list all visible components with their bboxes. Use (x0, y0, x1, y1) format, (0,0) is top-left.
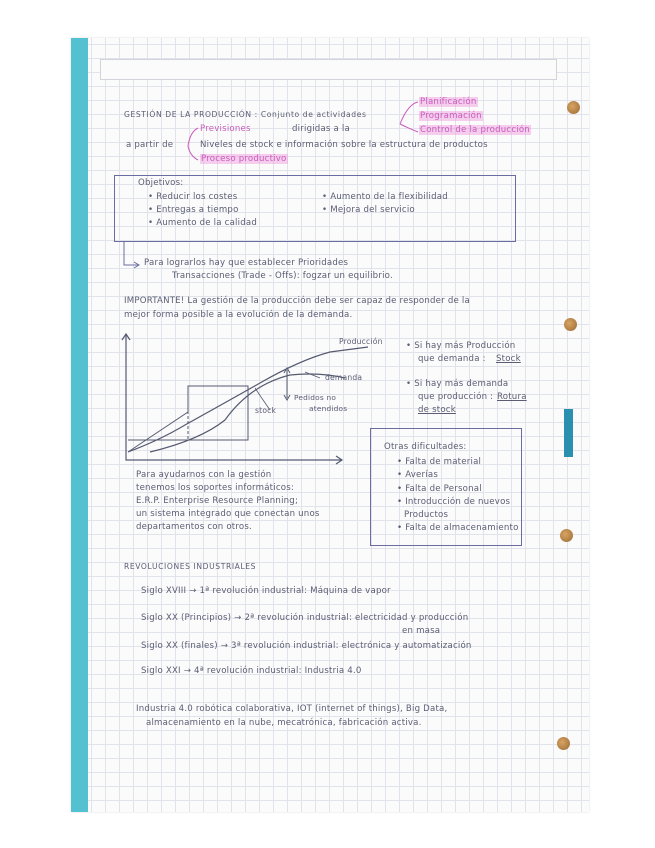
priorities-line2: Transacciones (Trade - Offs): fogzar un equilibrio. (172, 271, 393, 281)
gestion-line: tenemos los soportes informáticos: (136, 483, 294, 493)
graph-label-stock: stock (255, 406, 277, 415)
title-gestion: GESTIÓN DE LA PRODUCCIÓN : Conjunto de actividades (124, 110, 367, 119)
note1-line: que demanda : (418, 354, 486, 364)
note2-line: Rotura (497, 392, 527, 402)
note2-line: • Si hay más demanda (406, 379, 509, 389)
importante-line2: mejor forma posible a la evolución de la demanda. (124, 310, 353, 320)
revolucion-line: Siglo XX (Principios) → 2ª revolución industrial: electricidad y producción (141, 613, 469, 623)
objetivo-item: • Entregas a tiempo (148, 205, 239, 215)
graph-label-pedidos: Pedidos no (294, 393, 337, 402)
a-partir-de: a partir de (126, 140, 174, 150)
note2-line: de stock (418, 405, 456, 415)
revoluciones-title: REVOLUCIONES INDUSTRIALES (124, 562, 257, 571)
otras-item: • Averías (397, 470, 439, 480)
objetivo-item: • Reducir los costes (148, 192, 238, 202)
objetivo-item: • Mejora del servicio (322, 205, 415, 215)
revolucion-line: Siglo XX (finales) → 3ª revolución industrial: electrónica y automatización (141, 641, 472, 651)
industria-line1: Industria 4.0 robótica colaborativa, IOT (internet of things), Big Data, (136, 704, 448, 714)
gestion-line: E.R.P. Enterprise Resource Planning; (136, 496, 299, 506)
branch-control: Control de la producción (420, 125, 530, 135)
niveles-stock: Niveles de stock e información sobre la estructura de productos (200, 140, 488, 150)
note2-line: que producción : (418, 392, 494, 402)
branch-planificacion: Planificación (420, 97, 477, 107)
otras-title: Otras dificultades: (384, 442, 467, 452)
revolucion-line: en masa (402, 626, 441, 636)
importante-line1: IMPORTANTE! La gestión de la producción debe ser capaz de responder de la (124, 296, 470, 306)
priorities-line1: Para lograrlos hay que establecer Prioridades (144, 258, 349, 268)
otras-item: Productos (404, 510, 449, 520)
objetivos-title: Objetivos: (138, 178, 184, 188)
graph-label-demanda: demanda (325, 373, 363, 382)
note1-line: Stock (496, 354, 521, 364)
note1-line: • Si hay más Producción (406, 341, 516, 351)
industria-line2: almacenamiento en la nube, mecatrónica, fabricación activa. (146, 718, 422, 728)
branch-programacion: Programación (420, 111, 482, 121)
title-line2: dirigidas a la (292, 124, 350, 134)
otras-item: • Introducción de nuevos (397, 497, 511, 507)
previsiones: Previsiones (200, 124, 251, 134)
otras-item: • Falta de almacenamiento (397, 523, 519, 533)
proceso-productivo: Proceso productivo (201, 154, 287, 164)
gestion-line: departamentos con otros. (136, 522, 252, 532)
otras-item: • Falta de material (397, 457, 482, 467)
objetivo-item: • Aumento de la flexibilidad (322, 192, 448, 202)
revolucion-line: Siglo XVIII → 1ª revolución industrial: Máquina de vapor (141, 586, 391, 596)
graph-label-produccion: Producción (339, 337, 383, 346)
graph-label-pedidos: atendidos (309, 404, 348, 413)
gestion-line: Para ayudarnos con la gestión (136, 470, 272, 480)
objetivo-item: • Aumento de la calidad (148, 218, 257, 228)
revolucion-line: Siglo XXI → 4ª revolución industrial: Industria 4.0 (141, 666, 362, 676)
otras-item: • Falta de Personal (397, 484, 482, 494)
gestion-line: un sistema integrado que conectan unos (136, 509, 320, 519)
